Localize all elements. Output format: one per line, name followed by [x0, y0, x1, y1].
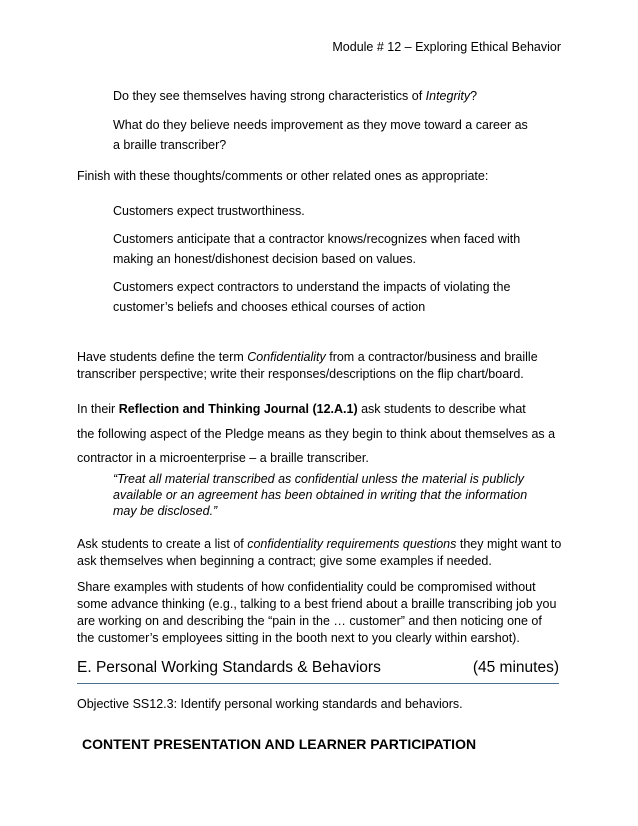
content-presentation-heading: CONTENT PRESENTATION AND LEARNER PARTICIPATION [82, 736, 477, 752]
page-header: Module # 12 – Exploring Ethical Behavior [332, 40, 561, 54]
integrity-term: Integrity [425, 89, 471, 103]
confidentiality-term: Confidentiality [247, 350, 326, 364]
finish-intro: Finish with these thoughts/comments or other related ones as appropriate: [77, 169, 489, 183]
objective-line: Objective SS12.3: Identify personal working standards and behaviors. [77, 697, 463, 711]
confidentiality-paragraph: Have students define the term Confidentiality from a contractor/business and braille transcriber perspective; write their responses/descriptions on the flip chart/board. [77, 350, 538, 381]
journal-paragraph: In their Reflection and Thinking Journal (12.A.1) ask students to describe what the following aspect of the Pledge means as they begin to think about themselves as a contractor in a microenterprise – a braille transcriber. [77, 402, 556, 465]
bullet-question-integrity: Do they see themselves having strong characteristics of Integrity? [113, 89, 478, 103]
requirements-term: confidentiality requirements questions [247, 537, 457, 551]
section-title: E. Personal Working Standards & Behaviors [77, 659, 381, 676]
requirements-list-paragraph: Ask students to create a list of confidentiality requirements questions they might want to ask themselves when beginning a contract; give some examples if needed. [77, 537, 562, 568]
share-examples-paragraph: Share examples with students of how confidentiality could be compromised without some advance thinking (e.g., talking to a best friend about a braille transcribing job you are working on and describing the “pain in the … customer” and then noticing one of the customer’s employees sitting in the booth next to you clearly within earshot). [77, 580, 557, 645]
bullet-thought-honesty: Customers anticipate that a contractor knows/recognizes when faced with making an honest/dishonest decision based on values. [113, 232, 521, 266]
pledge-quote: “Treat all material transcribed as confidential unless the material is publicly available or an agreement has been obtained in writing that the information may be disclosed.” [113, 472, 528, 518]
bullet-thought-trust: Customers expect trustworthiness. [113, 204, 305, 218]
section-duration: (45 minutes) [472, 659, 559, 676]
bullet-thought-ethics: Customers expect contractors to understand the impacts of violating the customer’s beliefs and chooses ethical courses of action [113, 280, 511, 314]
section-heading [77, 659, 559, 684]
bullet-question-improvement: What do they believe needs improvement as they move toward a career as a braille transcriber? [113, 118, 528, 152]
journal-reference: Reflection and Thinking Journal (12.A.1) [118, 402, 358, 416]
